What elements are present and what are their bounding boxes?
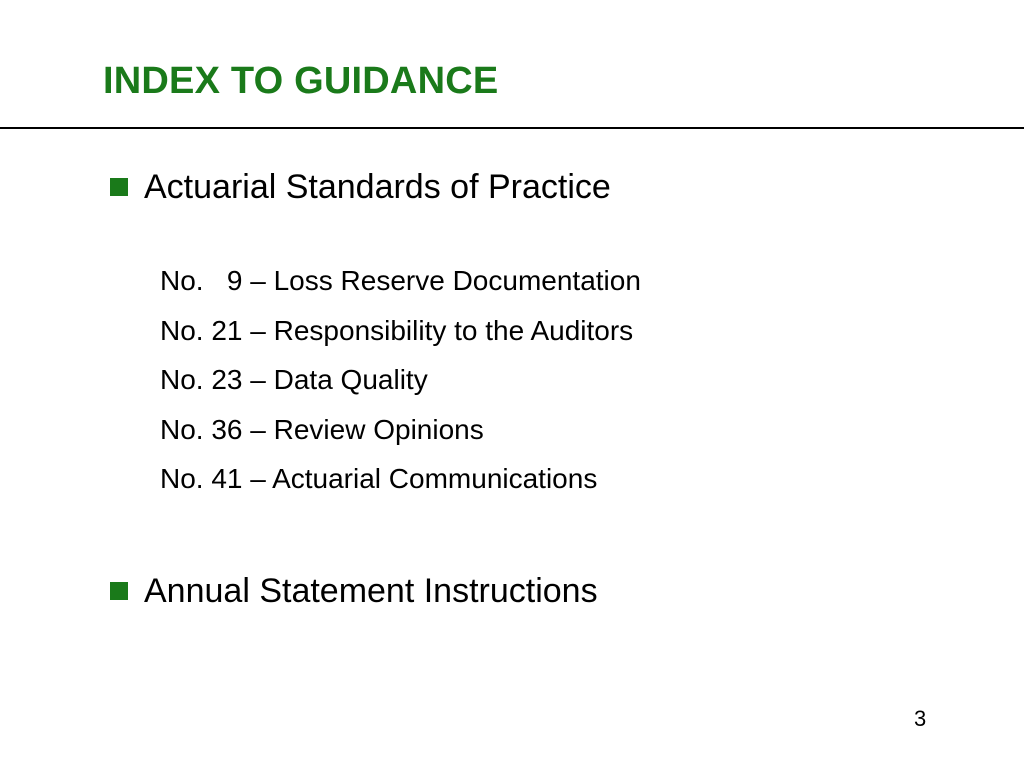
bullet-text: Annual Statement Instructions bbox=[144, 572, 598, 610]
list-item: No. 21 – Responsibility to the Auditors bbox=[160, 314, 634, 346]
bullet-actuarial-standards bbox=[110, 166, 611, 208]
list-item: No. 36 – Review Opinions bbox=[160, 413, 484, 445]
bullet-annual-statement-instructions bbox=[110, 570, 598, 612]
list-item: No. 23 – Data Quality bbox=[160, 364, 428, 395]
page-number: 3 bbox=[914, 706, 927, 731]
square-bullet-icon bbox=[110, 178, 128, 196]
bullet-text: Actuarial Standards of Practice bbox=[144, 168, 611, 206]
slide-title: INDEX TO GUIDANCE bbox=[103, 60, 499, 102]
list-item: No. 41 – Actuarial Communications bbox=[160, 463, 598, 494]
square-bullet-icon bbox=[110, 582, 128, 600]
list-item: No. 9 – Loss Reserve Documentation bbox=[160, 265, 641, 296]
title-divider bbox=[0, 127, 1024, 129]
standards-list bbox=[160, 256, 641, 504]
